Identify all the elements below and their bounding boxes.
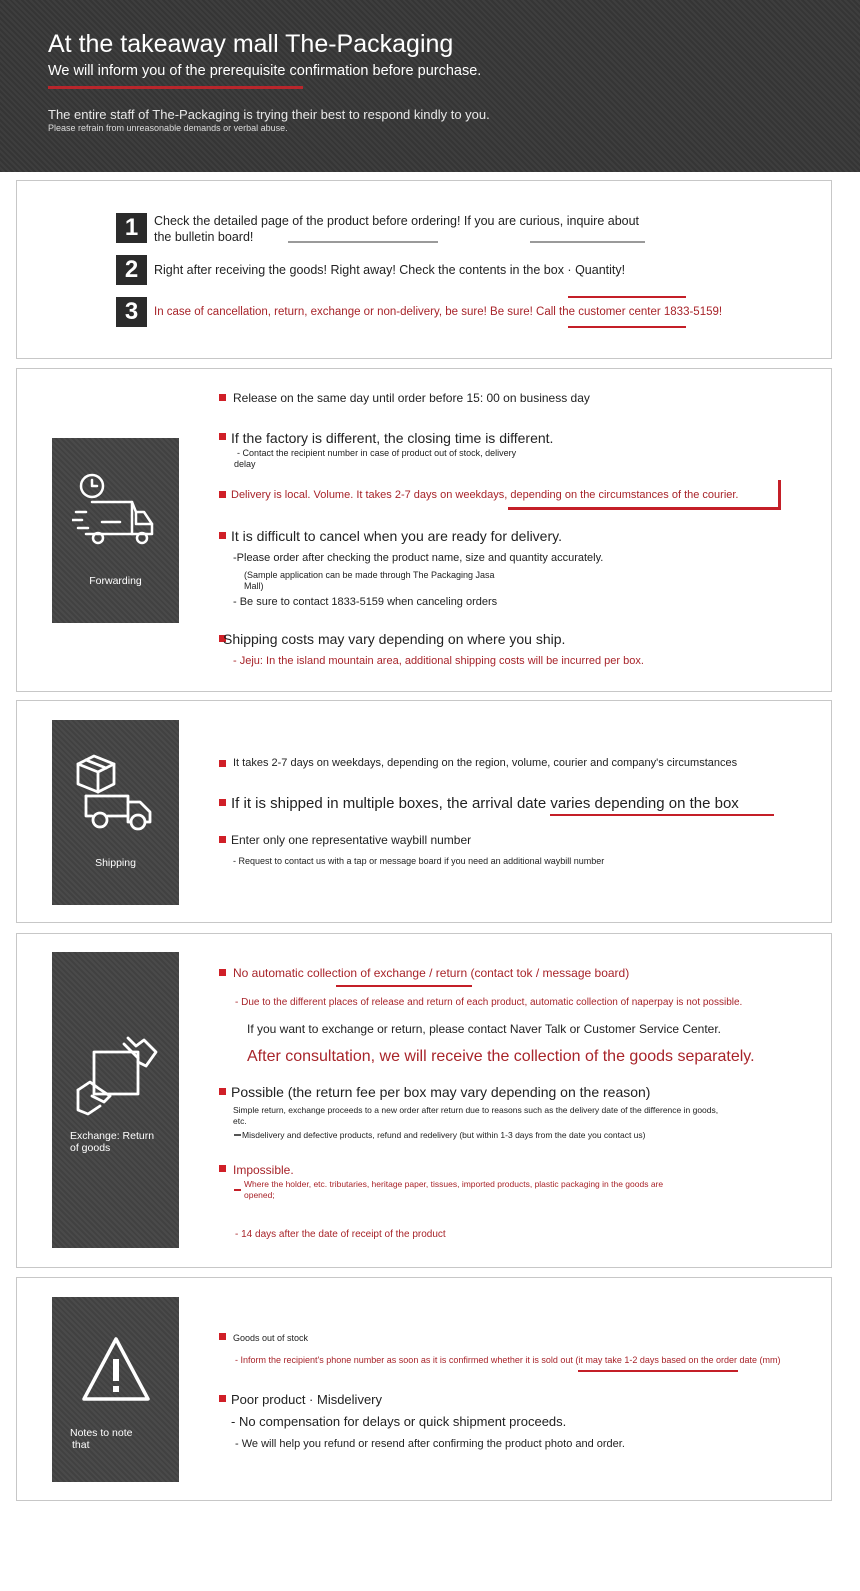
out-of-stock-underline <box>578 1370 738 1372</box>
dash-mark <box>234 1134 241 1136</box>
impossible-note-line1: Where the holder, etc. tributaries, heritage paper, tissues, imported products, plastic packaging in the goods are <box>244 1179 664 1189</box>
forwarding-label: Forwarding <box>89 575 142 587</box>
exchange-label-line2: of goods <box>70 1142 111 1154</box>
out-of-stock-text: Goods out of stock <box>233 1333 309 1343</box>
shipping-label: Shipping <box>95 857 136 869</box>
cancel-note-line3: Mall) <box>244 581 264 591</box>
refund-text: - We will help you refund or resend after confirming the product photo and order. <box>235 1438 625 1450</box>
impossible-text: Impossible. <box>233 1163 294 1177</box>
consultation-text: After consultation, we will receive the collection of the goods separately. <box>247 1048 755 1065</box>
notes-panel <box>52 1297 179 1482</box>
cancel-note-line1: -Please order after checking the product name, size and quantity accurately. <box>233 552 604 564</box>
waybill-text: Enter only one representative waybill number <box>231 833 472 847</box>
dash-mark <box>234 1189 241 1191</box>
out-of-stock-note: - Inform the recipient's phone number as soon as it is confirmed whether it is sold out (it may take 1-2 days based on the order date (mm) <box>235 1355 781 1365</box>
step-1-underline-b <box>530 241 645 243</box>
shipping-costs-note: - Jeju: In the island mountain area, additional shipping costs will be incurred per box. <box>233 655 644 667</box>
step-1-text-line2: the bulletin board! <box>154 230 254 244</box>
exchange-panel <box>52 952 179 1248</box>
factory-text: If the factory is different, the closing time is different. <box>231 430 554 446</box>
staff-notice: The entire staff of The-Packaging is trying their best to respond kindly to you. <box>48 107 490 122</box>
step-1-text-line1: Check the detailed page of the product before ordering! If you are curious, inquire about <box>154 214 640 228</box>
warning-triangle-icon <box>80 1333 152 1405</box>
subtitle-underline <box>48 86 303 89</box>
step-3-underline <box>568 326 686 328</box>
page-title: At the takeaway mall The-Packaging <box>48 30 454 58</box>
days-text: It takes 2-7 days on weekdays, depending on the region, volume, courier and company's circumstances <box>233 757 738 769</box>
multiple-boxes-text: If it is shipped in multiple boxes, the arrival date varies depending on the box <box>231 795 739 812</box>
step-3-text: In case of cancellation, return, exchange or non-delivery, be sure! Be sure! Call the customer center 1833-5159! <box>154 306 723 318</box>
cancel-note-line2: (Sample application can be made through The Packaging Jasa <box>244 570 495 580</box>
step-1-number: 1 <box>116 213 147 243</box>
possible-text: Possible (the return fee per box may vary depending on the reason) <box>231 1084 651 1100</box>
factory-note-line1: - Contact the recipient number in case of product out of stock, delivery <box>237 448 517 458</box>
bullet-square <box>219 1395 226 1402</box>
bullet-square <box>219 1333 226 1340</box>
exchange-label-line1: Exchange: Return <box>70 1130 155 1142</box>
fourteen-days-note: - 14 days after the date of receipt of the product <box>235 1229 446 1240</box>
bullet-square <box>219 760 226 767</box>
factory-note-line2: delay <box>234 459 256 469</box>
shipping-costs-text: Shipping costs may vary depending on where you ship. <box>223 631 566 647</box>
step-1-underline-a <box>288 241 438 243</box>
cancel-text: It is difficult to cancel when you are ready for delivery. <box>231 528 562 544</box>
possible-note-line1: Simple return, exchange proceeds to a new order after return due to reasons such as the delivery date of the difference in goods, <box>233 1105 719 1115</box>
bullet-square <box>219 799 226 806</box>
release-text: Release on the same day until order before 15: 00 on business day <box>233 391 590 405</box>
impossible-note-line2: opened; <box>244 1190 275 1200</box>
local-delivery-marker <box>778 480 781 510</box>
bullet-square <box>219 969 226 976</box>
box-truck-icon <box>74 750 158 832</box>
bullet-square <box>219 1165 226 1172</box>
no-auto-collection-underline <box>336 985 472 987</box>
poor-product-text: Poor product · Misdelivery <box>231 1392 382 1407</box>
step-3-overline <box>568 296 686 298</box>
bullet-square <box>219 1088 226 1095</box>
no-auto-collection-text: No automatic collection of exchange / return (contact tok / message board) <box>233 966 630 980</box>
possible-note-line2: etc. <box>233 1116 247 1126</box>
header-banner <box>0 0 860 172</box>
bullet-square <box>219 491 226 498</box>
step-3-number: 3 <box>116 297 147 327</box>
step-2-text: Right after receiving the goods! Right away! Check the contents in the box · Quantity! <box>154 263 626 277</box>
page-subtitle: We will inform you of the prerequisite confirmation before purchase. <box>48 63 482 79</box>
step-2-number: 2 <box>116 255 147 285</box>
bullet-square <box>219 836 226 843</box>
local-delivery-underline <box>508 507 780 510</box>
no-compensation-text: - No compensation for delays or quick shipment proceeds. <box>231 1414 567 1429</box>
bullet-square <box>219 433 226 440</box>
local-delivery-text: Delivery is local. Volume. It takes 2-7 days on weekdays, depending on the circumstances of the courier. <box>231 489 739 501</box>
possible-note-line3: Misdelivery and defective products, refund and redelivery (but within 1-3 days from the date you contact us) <box>242 1130 646 1140</box>
notes-label-line2: that <box>72 1439 90 1451</box>
bullet-square <box>219 532 226 539</box>
cancel-note-line4: - Be sure to contact 1833-5159 when canceling orders <box>233 596 498 608</box>
contact-text: If you want to exchange or return, please contact Naver Talk or Customer Service Center. <box>247 1022 722 1036</box>
delivery-truck-clock-icon <box>72 472 160 548</box>
notes-label-line1: Notes to note <box>70 1427 133 1439</box>
shipping-panel <box>52 720 179 905</box>
refrain-notice: Please refrain from unreasonable demands or verbal abuse. <box>48 123 288 133</box>
no-auto-collection-note: - Due to the different places of release and return of each product, automatic collection of naperpay is not possible. <box>235 997 743 1008</box>
forwarding-panel <box>52 438 179 623</box>
multiple-boxes-underline <box>550 814 774 816</box>
hand-exchange-icon <box>74 1034 160 1118</box>
waybill-note: - Request to contact us with a tap or message board if you need an additional waybill number <box>233 856 605 866</box>
bullet-square <box>219 394 226 401</box>
